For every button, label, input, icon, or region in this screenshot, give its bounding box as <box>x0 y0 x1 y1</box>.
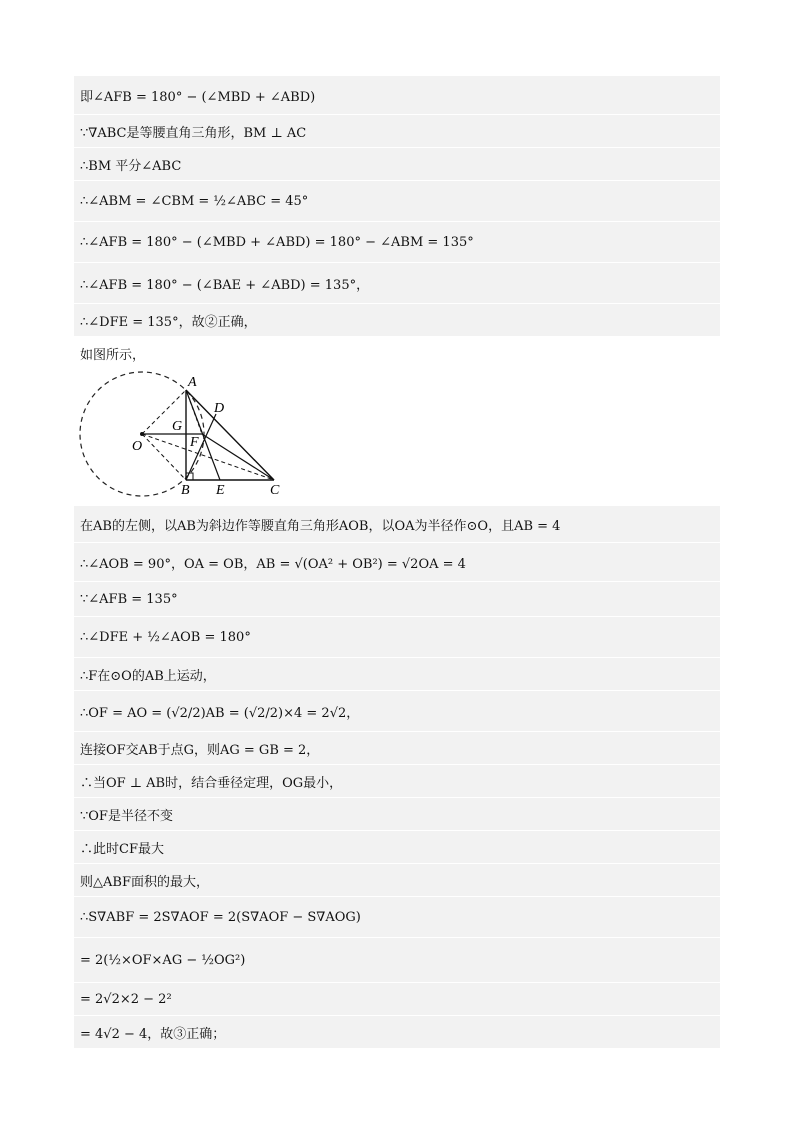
solution-line: ∴∠AFB = 180° − (∠BAE + ∠ABD) = 135°， <box>74 263 720 304</box>
solution-line: ∴OF = AO = (√2/2)AB = (√2/2)×4 = 2√2， <box>74 691 720 732</box>
label-g: G <box>172 419 183 434</box>
label-e: E <box>216 483 225 498</box>
solution-line: ∴F在⊙O的AB上运动， <box>74 658 720 691</box>
label-o: O <box>132 439 143 454</box>
label-c: C <box>270 483 280 498</box>
point-o <box>140 432 144 436</box>
segment-ob <box>142 434 186 480</box>
segment-ac <box>186 390 274 480</box>
solution-line: ∴∠DFE + ½∠AOB = 180° <box>74 617 720 658</box>
solution-line: 即∠AFB = 180° − (∠MBD + ∠ABD) <box>74 76 720 115</box>
label-b: B <box>181 483 190 498</box>
solution-line: ∴S∇ABF = 2S∇AOF = 2(S∇AOF − S∇AOG) <box>74 897 720 938</box>
segment-oc <box>142 434 274 480</box>
solution-line: 在AB的左侧，以AB为斜边作等腰直角三角形AOB，以OA为半径作⊙O，且AB = 4 <box>74 506 720 543</box>
solution-line: ∴BM 平分∠ABC <box>74 148 720 181</box>
solution-line: ∴∠AFB = 180° − (∠MBD + ∠ABD) = 180° − ∠ABM = 135° <box>74 222 720 263</box>
label-f: F <box>190 435 199 450</box>
solution-lines-bottom <box>74 506 720 1049</box>
geometry-figure <box>74 370 720 506</box>
solution-line: 连接OF交AB于点G，则AG = GB = 2， <box>74 732 720 765</box>
solution-line: ∴∠DFE = 135°，故②正确， <box>74 304 720 337</box>
solution-line: ∵∠AFB = 135° <box>74 582 720 617</box>
solution-line: = 2√2×2 − 2² <box>74 983 720 1016</box>
document-body <box>74 76 720 1049</box>
label-a: A <box>188 375 197 390</box>
segment-fc <box>202 434 274 480</box>
geometry-diagram <box>74 370 304 506</box>
solution-line: 则△ABF面积的最大， <box>74 864 720 897</box>
solution-line: ∴∠AOB = 90°，OA = OB，AB = √(OA² + OB²) = √2OA = 4 <box>74 543 720 582</box>
solution-lines-top <box>74 76 720 370</box>
label-d: D <box>214 401 225 416</box>
solution-line: = 4√2 − 4，故③正确； <box>74 1016 720 1049</box>
solution-line: ∵∇ABC是等腰直角三角形，BM ⊥ AC <box>74 115 720 148</box>
solution-line: ∴当OF ⊥ AB时，结合垂径定理，OG最小， <box>74 765 720 798</box>
solution-line: ∵OF是半径不变 <box>74 798 720 831</box>
solution-line: 如图所示， <box>74 337 720 370</box>
solution-line: = 2(½×OF×AG − ½OG²) <box>74 938 720 983</box>
solution-line: ∴∠ABM = ∠CBM = ½∠ABC = 45° <box>74 181 720 222</box>
solution-line: ∴此时CF最大 <box>74 831 720 864</box>
